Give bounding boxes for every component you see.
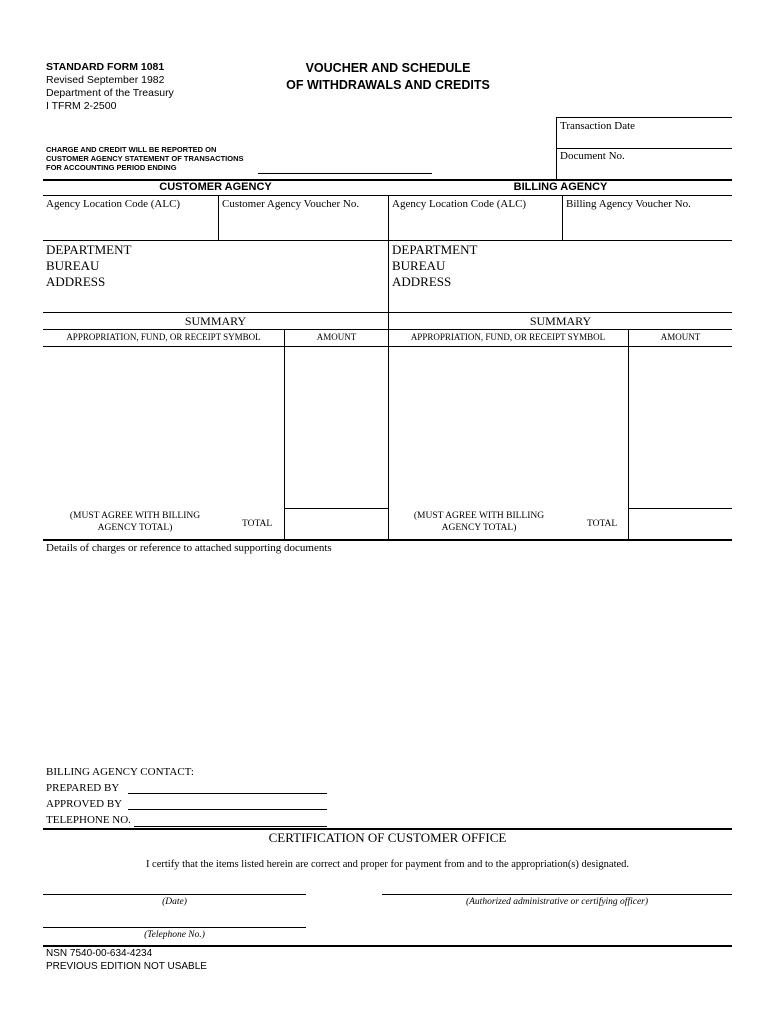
billing-alc-label: Agency Location Code (ALC) xyxy=(392,198,527,210)
divider xyxy=(388,195,389,540)
date-label: (Date) xyxy=(162,897,187,907)
billing-bureau-label: BUREAU xyxy=(392,258,446,273)
approved-by-label: APPROVED BY xyxy=(46,798,123,810)
contact-heading: BILLING AGENCY CONTACT: xyxy=(46,766,194,778)
telephone-label: TELEPHONE NO. xyxy=(46,814,131,826)
billing-alc-input[interactable] xyxy=(390,213,560,238)
customer-address-label: ADDRESS xyxy=(46,274,106,289)
billing-approp-header: APPROPRIATION, FUND, OR RECEIPT SYMBOL xyxy=(410,332,606,342)
form-title-line2: OF WITHDRAWALS AND CREDITS xyxy=(286,78,490,92)
charge-note-line3: FOR ACCOUNTING PERIOD ENDING xyxy=(46,163,177,172)
details-label: Details of charges or reference to attached supporting documents xyxy=(46,542,332,554)
customer-amount-input[interactable] xyxy=(286,348,386,506)
divider xyxy=(556,117,732,118)
charge-note-line1: CHARGE AND CREDIT WILL BE REPORTED ON xyxy=(46,145,217,154)
billing-agency-heading: BILLING AGENCY xyxy=(513,181,608,193)
transaction-date-label: Transaction Date xyxy=(560,120,636,132)
billing-department-label: DEPARTMENT xyxy=(392,242,478,257)
customer-total-input[interactable] xyxy=(286,510,386,538)
divider xyxy=(43,312,732,313)
customer-amount-header: AMOUNT xyxy=(316,332,357,342)
customer-total-label: TOTAL xyxy=(242,519,273,529)
customer-department-label: DEPARTMENT xyxy=(46,242,132,257)
certifying-officer-label: (Authorized administrative or certifying officer) xyxy=(465,897,649,907)
edition-note: PREVIOUS EDITION NOT USABLE xyxy=(46,961,207,972)
divider xyxy=(284,508,388,509)
telephone-input[interactable] xyxy=(134,826,327,827)
divider xyxy=(43,346,732,347)
issuing-department: Department of the Treasury xyxy=(46,87,174,99)
customer-summary-heading: SUMMARY xyxy=(184,314,247,328)
divider xyxy=(628,508,732,509)
customer-must-agree-line2: AGENCY TOTAL) xyxy=(97,523,173,533)
approved-by-input[interactable] xyxy=(128,809,327,810)
billing-total-input[interactable] xyxy=(630,510,730,538)
customer-alc-input[interactable] xyxy=(44,213,216,238)
certification-title: CERTIFICATION OF CUSTOMER OFFICE xyxy=(268,830,507,845)
document-no-input[interactable] xyxy=(557,163,731,177)
billing-address-label: ADDRESS xyxy=(392,274,452,289)
officer-telephone-input[interactable] xyxy=(43,927,306,928)
accounting-period-input[interactable] xyxy=(258,173,432,174)
customer-address-input[interactable] xyxy=(140,242,380,310)
billing-summary-heading: SUMMARY xyxy=(529,314,592,328)
customer-must-agree-line1: (MUST AGREE WITH BILLING xyxy=(69,511,201,521)
divider xyxy=(43,945,732,947)
billing-must-agree-line2: AGENCY TOTAL) xyxy=(441,523,517,533)
divider xyxy=(562,195,563,240)
divider xyxy=(43,240,732,241)
divider xyxy=(218,195,219,240)
customer-agency-heading: CUSTOMER AGENCY xyxy=(159,181,272,193)
customer-approp-header: APPROPRIATION, FUND, OR RECEIPT SYMBOL xyxy=(66,332,261,342)
transaction-date-input[interactable] xyxy=(557,133,731,147)
divider xyxy=(43,539,732,541)
form-title-line1: VOUCHER AND SCHEDULE xyxy=(305,61,471,75)
billing-total-label: TOTAL xyxy=(587,519,618,529)
prepared-by-input[interactable] xyxy=(128,793,327,794)
certification-statement: I certify that the items listed herein are correct and proper for payment from and to the appropriation(s) designated. xyxy=(145,859,630,870)
document-no-label: Document No. xyxy=(560,150,625,162)
customer-voucher-input[interactable] xyxy=(220,213,386,238)
billing-amount-input[interactable] xyxy=(630,348,730,506)
revised-date: Revised September 1982 xyxy=(46,74,165,86)
form-id: STANDARD FORM 1081 xyxy=(46,61,165,73)
billing-must-agree-line1: (MUST AGREE WITH BILLING xyxy=(413,511,545,521)
tfrm-reference: I TFRM 2-2500 xyxy=(46,100,117,112)
billing-voucher-input[interactable] xyxy=(564,213,730,238)
billing-amount-header: AMOUNT xyxy=(660,332,701,342)
divider xyxy=(556,148,732,149)
certifying-officer-input[interactable] xyxy=(382,894,732,895)
prepared-by-label: PREPARED BY xyxy=(46,782,120,794)
officer-telephone-label: (Telephone No.) xyxy=(144,930,205,940)
charge-note-line2: CUSTOMER AGENCY STATEMENT OF TRANSACTIONS xyxy=(46,154,244,163)
customer-alc-label: Agency Location Code (ALC) xyxy=(46,198,181,210)
customer-approp-input[interactable] xyxy=(44,348,282,506)
nsn-number: NSN 7540-00-634-4234 xyxy=(46,948,153,959)
customer-voucher-label: Customer Agency Voucher No. xyxy=(222,198,360,210)
customer-bureau-label: BUREAU xyxy=(46,258,100,273)
billing-address-input[interactable] xyxy=(486,242,726,310)
billing-approp-input[interactable] xyxy=(390,348,626,506)
details-input[interactable] xyxy=(44,558,730,758)
billing-voucher-label: Billing Agency Voucher No. xyxy=(566,198,691,210)
date-input[interactable] xyxy=(43,894,306,895)
